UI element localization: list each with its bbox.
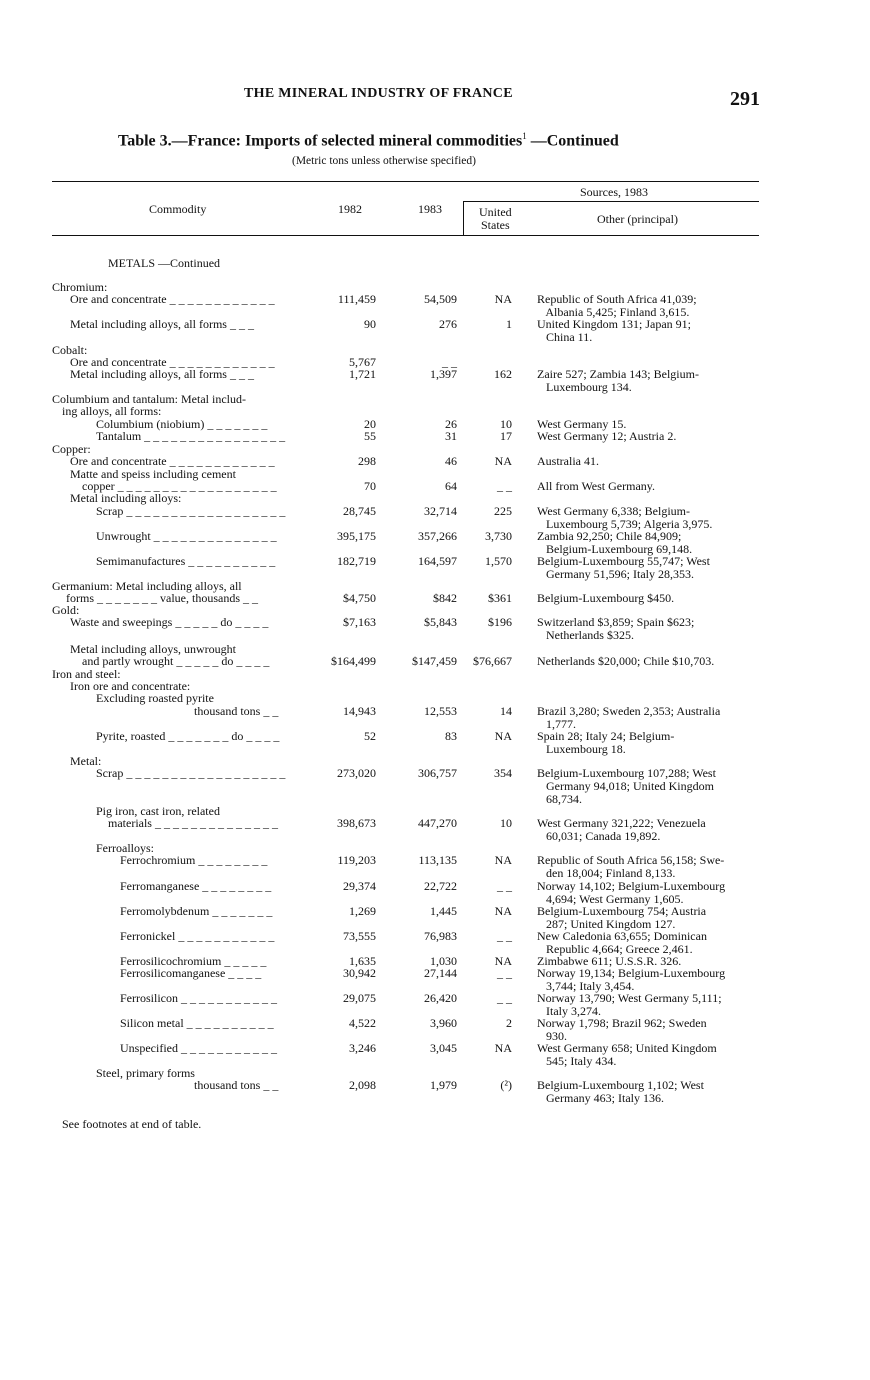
row-label: thousand tons _ _ (194, 704, 279, 718)
row-label: Unspecified _ _ _ _ _ _ _ _ _ _ _ (120, 1041, 277, 1055)
cell-1983: $5,843 (424, 615, 457, 629)
row-label: Ferronickel _ _ _ _ _ _ _ _ _ _ _ (120, 929, 275, 943)
cell-other-sources: New Caledonia 63,655; Dominican Republic 4,664; Greece 2,461. (537, 929, 707, 956)
row-label: Ferromanganese _ _ _ _ _ _ _ _ (120, 879, 272, 893)
cell-other-sources: Norway 13,790; West Germany 5,111; Italy 3,274. (537, 991, 722, 1018)
cell-1983: $842 (433, 591, 457, 605)
row-label: Pyrite, roasted _ _ _ _ _ _ _ do _ _ _ _ (96, 729, 280, 743)
cell-1983: 3,045 (430, 1041, 457, 1055)
table-title-footnote-mark: 1 (522, 131, 527, 141)
cell-1983: 26,420 (424, 991, 457, 1005)
row-label: Ferrosilicomanganese _ _ _ _ (120, 966, 262, 980)
cell-1983: 27,144 (424, 966, 457, 980)
cell-united-states: _ _ (497, 929, 512, 943)
row-label: thousand tons _ _ (194, 1078, 279, 1092)
cell-1982: 1,721 (349, 367, 376, 381)
cell-united-states: NA (494, 454, 512, 468)
cell-united-states: _ _ (497, 879, 512, 893)
row-label: Germanium: Metal including alloys, all (52, 579, 242, 593)
cell-1982: 29,075 (343, 991, 376, 1005)
cell-1982: 70 (364, 479, 376, 493)
row-label: Columbium and tantalum: Metal includ- (52, 392, 246, 406)
cell-1982: 1,635 (349, 954, 376, 968)
cell-1982: $4,750 (343, 591, 376, 605)
row-label: Ferroalloys: (96, 841, 154, 855)
row-label: copper _ _ _ _ _ _ _ _ _ _ _ _ _ _ _ _ _ _ (82, 479, 277, 493)
cell-other-sources: Republic of South Africa 56,158; Swe- den 18,004; Finland 8,133. (537, 853, 725, 880)
cell-united-states: 225 (494, 504, 512, 518)
cell-other-sources: Australia 41. (537, 454, 599, 468)
cell-1983: 32,714 (424, 504, 457, 518)
cell-united-states: 10 (500, 417, 512, 431)
cell-1982: 273,020 (337, 766, 376, 780)
cell-united-states: _ _ (497, 991, 512, 1005)
cell-united-states: _ _ (497, 479, 512, 493)
row-label: Pig iron, cast iron, related (96, 804, 220, 818)
col-header-united-states (479, 206, 512, 232)
page-number: 291 (730, 88, 760, 110)
row-label: materials _ _ _ _ _ _ _ _ _ _ _ _ _ _ (108, 816, 278, 830)
cell-other-sources: Zambia 92,250; Chile 84,909; Belgium-Luxembourg 69,148. (537, 529, 693, 556)
row-label: Metal including alloys: (70, 491, 182, 505)
cell-other-sources: Norway 1,798; Brazil 962; Sweden 930. (537, 1016, 707, 1043)
cell-other-sources: Belgium-Luxembourg 107,288; West Germany 94,018; United Kingdom 68,734. (537, 766, 716, 806)
cell-united-states: NA (494, 292, 512, 306)
row-label: forms _ _ _ _ _ _ _ value, thousands _ _ (66, 591, 258, 605)
cell-1982: 73,555 (343, 929, 376, 943)
cell-united-states: 1 (506, 317, 512, 331)
table-title-suffix: —Continued (526, 132, 619, 150)
footnote: See footnotes at end of table. (62, 1117, 202, 1131)
col-header-us-line2: States (481, 218, 510, 232)
sources-rule (463, 201, 759, 202)
cell-other-sources: Zaire 527; Zambia 143; Belgium- Luxembourg 134. (537, 367, 699, 394)
sources-divider (463, 201, 464, 235)
cell-1982: 1,269 (349, 904, 376, 918)
cell-other-sources: Spain 28; Italy 24; Belgium- Luxembourg 18. (537, 729, 675, 756)
table-subtitle: (Metric tons unless otherwise specified) (292, 155, 476, 167)
row-label: Unwrought _ _ _ _ _ _ _ _ _ _ _ _ _ _ (96, 529, 277, 543)
col-header-1983: 1983 (418, 202, 442, 216)
cell-united-states: 162 (494, 367, 512, 381)
row-label: Steel, primary forms (96, 1066, 195, 1080)
cell-united-states: NA (494, 954, 512, 968)
row-label: Ferrosilicochromium _ _ _ _ _ (120, 954, 267, 968)
row-label: Iron and steel: (52, 667, 121, 681)
cell-other-sources: Zimbabwe 611; U.S.S.R. 326. (537, 954, 682, 968)
row-label: Matte and speiss including cement (70, 467, 236, 481)
cell-1982: 30,942 (343, 966, 376, 980)
top-rule (52, 181, 759, 182)
cell-other-sources: Norway 19,134; Belgium-Luxembourg 3,744; Italy 3,454. (537, 966, 726, 993)
row-label: Metal including alloys, all forms _ _ _ (70, 317, 254, 331)
cell-other-sources: Belgium-Luxembourg 55,747; West Germany 51,596; Italy 28,353. (537, 554, 710, 581)
running-header: THE MINERAL INDUSTRY OF FRANCE (244, 86, 513, 101)
cell-united-states: $196 (488, 615, 512, 629)
cell-1983: 1,445 (430, 904, 457, 918)
cell-united-states: 17 (500, 429, 512, 443)
cell-1982: 14,943 (343, 704, 376, 718)
cell-1983: 26 (445, 417, 457, 431)
cell-1983: 76,983 (424, 929, 457, 943)
cell-other-sources: Brazil 3,280; Sweden 2,353; Australia 1,777. (537, 704, 721, 731)
row-label: Ore and concentrate _ _ _ _ _ _ _ _ _ _ _ _ (70, 454, 275, 468)
cell-1982: 5,767 (349, 355, 376, 369)
table-title (118, 131, 619, 150)
row-label: and partly wrought _ _ _ _ _ do _ _ _ _ (82, 654, 270, 668)
cell-1982: 398,673 (337, 816, 376, 830)
cell-1983: 276 (439, 317, 457, 331)
cell-1983: 46 (445, 454, 457, 468)
cell-1983: 357,266 (418, 529, 457, 543)
cell-1983: 83 (445, 729, 457, 743)
cell-1982: 182,719 (337, 554, 376, 568)
cell-united-states: _ _ (497, 966, 512, 980)
cell-1983: 164,597 (418, 554, 457, 568)
row-label: Chromium: (52, 280, 108, 294)
cell-1983: 22,722 (424, 879, 457, 893)
cell-1982: 4,522 (349, 1016, 376, 1030)
cell-1983: 1,979 (430, 1078, 457, 1092)
cell-1982: 29,374 (343, 879, 376, 893)
row-label: Ferromolybdenum _ _ _ _ _ _ _ (120, 904, 273, 918)
cell-united-states: $361 (488, 591, 512, 605)
cell-1982: 55 (364, 429, 376, 443)
cell-1982: 119,203 (337, 853, 376, 867)
cell-1982: 52 (364, 729, 376, 743)
header-bottom-rule (52, 235, 759, 236)
cell-1983: 1,397 (430, 367, 457, 381)
cell-other-sources: All from West Germany. (537, 479, 656, 493)
row-label: Columbium (niobium) _ _ _ _ _ _ _ (96, 417, 268, 431)
cell-united-states: 1,570 (485, 554, 512, 568)
cell-1983: 447,270 (418, 816, 457, 830)
cell-other-sources: Belgium-Luxembourg $450. (537, 591, 675, 605)
row-label: Semimanufactures _ _ _ _ _ _ _ _ _ _ (96, 554, 276, 568)
row-label: Ferrosilicon _ _ _ _ _ _ _ _ _ _ _ (120, 991, 277, 1005)
cell-other-sources: United Kingdom 131; Japan 91; China 11. (537, 317, 691, 344)
col-header-sources: Sources, 1983 (580, 185, 648, 199)
row-label: Scrap _ _ _ _ _ _ _ _ _ _ _ _ _ _ _ _ _ _ (96, 504, 286, 518)
cell-1982: 90 (364, 317, 376, 331)
cell-1982: $7,163 (343, 615, 376, 629)
row-label: Excluding roasted pyrite (96, 691, 214, 705)
cell-1982: 395,175 (337, 529, 376, 543)
cell-other-sources: Switzerland $3,859; Spain $623; Netherlands $325. (537, 615, 695, 642)
cell-united-states: NA (494, 729, 512, 743)
cell-united-states: 3,730 (485, 529, 512, 543)
row-label: Cobalt: (52, 343, 88, 357)
cell-other-sources: Norway 14,102; Belgium-Luxembourg 4,694; West Germany 1,605. (537, 879, 726, 906)
cell-other-sources: Republic of South Africa 41,039; Albania 5,425; Finland 3,615. (537, 292, 697, 319)
row-label: Copper: (52, 442, 91, 456)
cell-united-states: NA (494, 1041, 512, 1055)
cell-other-sources: West Germany 12; Austria 2. (537, 429, 677, 443)
cell-1982: 298 (358, 454, 376, 468)
cell-1983: 31 (445, 429, 457, 443)
cell-united-states: 14 (500, 704, 512, 718)
cell-other-sources: Belgium-Luxembourg 1,102; West Germany 463; Italy 136. (537, 1078, 704, 1105)
cell-other-sources: West Germany 658; United Kingdom 545; Italy 434. (537, 1041, 717, 1068)
col-header-other: Other (principal) (597, 212, 678, 226)
cell-1982: 28,745 (343, 504, 376, 518)
col-header-us-line1: United (479, 205, 512, 219)
row-label: Metal: (70, 754, 102, 768)
row-label: Ore and concentrate _ _ _ _ _ _ _ _ _ _ _ _ (70, 355, 275, 369)
cell-1983: 3,960 (430, 1016, 457, 1030)
row-label: ing alloys, all forms: (62, 404, 162, 418)
row-label: Ore and concentrate _ _ _ _ _ _ _ _ _ _ _ _ (70, 292, 275, 306)
table-title-text: Table 3.—France: Imports of selected mineral commodities (118, 132, 523, 150)
cell-1983: 306,757 (418, 766, 457, 780)
row-label: Ferrochromium _ _ _ _ _ _ _ _ (120, 853, 268, 867)
cell-1983: 1,030 (430, 954, 457, 968)
col-header-commodity: Commodity (149, 202, 207, 216)
cell-united-states: 10 (500, 816, 512, 830)
row-label: Waste and sweepings _ _ _ _ _ do _ _ _ _ (70, 615, 269, 629)
cell-1982: 2,098 (349, 1078, 376, 1092)
row-label: Tantalum _ _ _ _ _ _ _ _ _ _ _ _ _ _ _ _ (96, 429, 286, 443)
cell-united-states: 2 (506, 1016, 512, 1030)
col-header-1982: 1982 (338, 202, 362, 216)
cell-united-states: 354 (494, 766, 512, 780)
row-label: Iron ore and concentrate: (70, 679, 191, 693)
cell-1982: 3,246 (349, 1041, 376, 1055)
cell-1983: 12,553 (424, 704, 457, 718)
cell-1983: 54,509 (424, 292, 457, 306)
cell-other-sources: Netherlands $20,000; Chile $10,703. (537, 654, 715, 668)
cell-1983: _ _ (442, 355, 457, 369)
row-label: Metal including alloys, unwrought (70, 642, 236, 656)
row-label: Scrap _ _ _ _ _ _ _ _ _ _ _ _ _ _ _ _ _ _ (96, 766, 286, 780)
row-label: Silicon metal _ _ _ _ _ _ _ _ _ _ (120, 1016, 274, 1030)
cell-other-sources: West Germany 15. (537, 417, 627, 431)
cell-1983: 113,135 (418, 853, 457, 867)
row-label: Metal including alloys, all forms _ _ _ (70, 367, 254, 381)
cell-united-states: NA (494, 853, 512, 867)
cell-other-sources: Belgium-Luxembourg 754; Austria 287; United Kingdom 127. (537, 904, 707, 931)
cell-united-states: $76,667 (473, 654, 512, 668)
cell-1983: $147,459 (412, 654, 457, 668)
cell-1982: 20 (364, 417, 376, 431)
cell-1982: 111,459 (337, 292, 376, 306)
cell-other-sources: West Germany 6,338; Belgium- Luxembourg 5,739; Algeria 3,975. (537, 504, 713, 531)
cell-other-sources: West Germany 321,222; Venezuela 60,031; Canada 19,892. (537, 816, 706, 843)
row-label: METALS —Continued (108, 256, 221, 270)
cell-united-states: NA (494, 904, 512, 918)
row-label: Gold: (52, 603, 80, 617)
cell-1983: 64 (445, 479, 457, 493)
cell-united-states: (²) (500, 1078, 512, 1092)
cell-1982: $164,499 (331, 654, 376, 668)
